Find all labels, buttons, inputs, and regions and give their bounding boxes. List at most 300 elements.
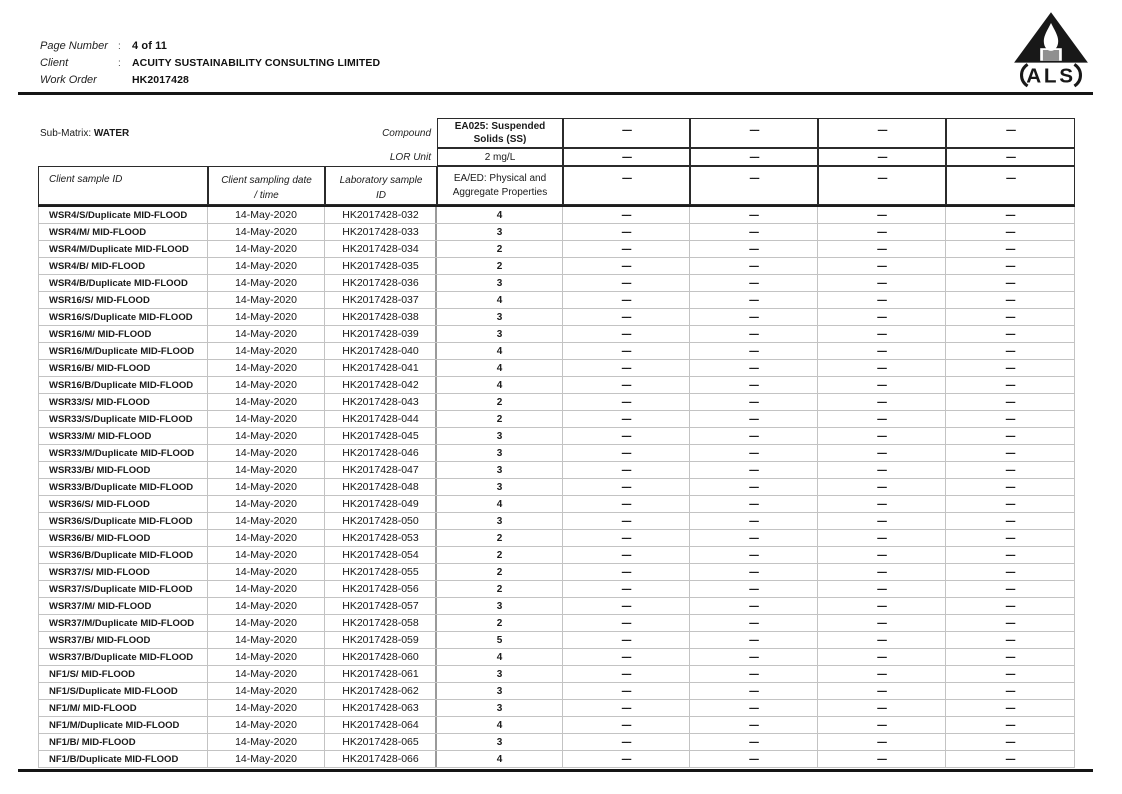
no-result-cell: ---- [946, 241, 1075, 257]
sampling-date-cell: 14-May-2020 [208, 564, 325, 580]
analyte-lor-unit: 2 mg/L [437, 148, 563, 166]
sampling-date-cell: 14-May-2020 [208, 258, 325, 274]
client-sample-id-cell: NF1/S/Duplicate MID-FLOOD [39, 683, 208, 699]
sampling-date-cell: 14-May-2020 [208, 496, 325, 512]
empty-method-header-2 [690, 166, 818, 205]
client-sample-id-cell: WSR16/M/Duplicate MID-FLOOD [39, 343, 208, 359]
no-result-cell: ---- [946, 530, 1075, 546]
table-row [39, 530, 1075, 547]
no-result-cell: ---- [690, 292, 818, 308]
lab-sample-id-cell: HK2017428-041 [325, 360, 437, 376]
suspended-solids-value-cell: 4 [435, 343, 563, 359]
client-sample-id-cell: WSR33/M/ MID-FLOOD [39, 428, 208, 444]
lab-sample-id-cell: HK2017428-039 [325, 326, 437, 342]
no-result-cell: ---- [563, 666, 690, 682]
suspended-solids-value-cell: 2 [435, 394, 563, 410]
no-result-cell: ---- [690, 547, 818, 563]
no-result-cell: ---- [690, 649, 818, 665]
no-result-marker: ---- [749, 173, 759, 184]
no-result-cell: ---- [563, 564, 690, 580]
client-sample-id-cell: WSR4/B/ MID-FLOOD [39, 258, 208, 274]
no-result-cell: ---- [818, 751, 946, 767]
no-result-cell: ---- [946, 683, 1075, 699]
no-result-cell: ---- [563, 360, 690, 376]
no-result-cell: ---- [946, 547, 1075, 563]
no-result-cell: ---- [690, 445, 818, 461]
no-result-cell: ---- [818, 462, 946, 478]
client-sample-id-cell: WSR16/M/ MID-FLOOD [39, 326, 208, 342]
table-row [39, 377, 1075, 394]
page-number-value: 4 of 11 [132, 40, 167, 52]
client-sample-id-cell: WSR16/S/Duplicate MID-FLOOD [39, 309, 208, 325]
table-row [39, 666, 1075, 683]
sub-matrix-row [38, 118, 437, 148]
no-result-cell: ---- [563, 462, 690, 478]
table-row [39, 479, 1075, 496]
sampling-date-cell: 14-May-2020 [208, 700, 325, 716]
compound-label: Compound [382, 127, 431, 139]
no-result-cell: ---- [946, 377, 1075, 393]
no-result-cell: ---- [818, 496, 946, 512]
suspended-solids-value-cell: 3 [435, 326, 563, 342]
no-result-cell: ---- [563, 258, 690, 274]
no-result-cell: ---- [946, 224, 1075, 240]
no-result-cell: ---- [690, 224, 818, 240]
empty-method-header-1 [563, 166, 690, 205]
no-result-cell: ---- [818, 411, 946, 427]
client-sample-id-cell: WSR37/S/ MID-FLOOD [39, 564, 208, 580]
no-result-cell: ---- [818, 292, 946, 308]
column-header-lab-sample-id [325, 166, 437, 205]
no-result-cell: ---- [946, 564, 1075, 580]
no-result-cell: ---- [690, 564, 818, 580]
table-row [39, 462, 1075, 479]
table-row [39, 326, 1075, 343]
table-row [39, 207, 1075, 224]
no-result-cell: ---- [690, 258, 818, 274]
lab-sample-id-cell: HK2017428-061 [325, 666, 437, 682]
no-result-cell: ---- [690, 394, 818, 410]
empty-lor-header-3 [818, 148, 946, 166]
no-result-cell: ---- [563, 581, 690, 597]
suspended-solids-value-cell: 4 [435, 377, 563, 393]
suspended-solids-value-cell: 2 [435, 530, 563, 546]
no-result-cell: ---- [818, 428, 946, 444]
client-sample-id-cell: WSR33/B/Duplicate MID-FLOOD [39, 479, 208, 495]
suspended-solids-value-cell: 4 [435, 649, 563, 665]
sampling-date-cell: 14-May-2020 [208, 683, 325, 699]
lab-sample-id-cell: HK2017428-049 [325, 496, 437, 512]
sampling-date-cell: 14-May-2020 [208, 343, 325, 359]
als-logo-graphic [1006, 10, 1096, 90]
no-result-cell: ---- [946, 649, 1075, 665]
lab-sample-id-cell: HK2017428-065 [325, 734, 437, 750]
lab-sample-id-cell: HK2017428-054 [325, 547, 437, 563]
column-header-sampling-date [208, 166, 325, 205]
no-result-cell: ---- [946, 615, 1075, 631]
lab-sample-id-cell: HK2017428-055 [325, 564, 437, 580]
sampling-date-cell: 14-May-2020 [208, 513, 325, 529]
no-result-cell: ---- [563, 241, 690, 257]
no-result-cell: ---- [946, 309, 1075, 325]
no-result-cell: ---- [946, 445, 1075, 461]
analyte-compound-header [437, 118, 563, 148]
table-row [39, 598, 1075, 615]
suspended-solids-value-cell: 3 [435, 275, 563, 291]
table-row [39, 683, 1075, 700]
empty-compound-header-3 [818, 118, 946, 148]
suspended-solids-value-cell: 5 [435, 632, 563, 648]
header-rule [18, 92, 1093, 95]
sub-matrix [40, 128, 129, 139]
table-row [39, 241, 1075, 258]
client-sample-id-cell: WSR16/S/ MID-FLOOD [39, 292, 208, 308]
table-row [39, 224, 1075, 241]
no-result-cell: ---- [690, 275, 818, 291]
suspended-solids-value-cell: 4 [435, 496, 563, 512]
no-result-cell: ---- [946, 717, 1075, 733]
sampling-date-cell: 14-May-2020 [208, 224, 325, 240]
no-result-cell: ---- [946, 513, 1075, 529]
no-result-cell: ---- [818, 513, 946, 529]
sampling-date-cell: 14-May-2020 [208, 581, 325, 597]
no-result-marker: ---- [621, 125, 632, 136]
suspended-solids-value-cell: 4 [435, 292, 563, 308]
lab-sample-id-cell: HK2017428-033 [325, 224, 437, 240]
no-result-cell: ---- [563, 734, 690, 750]
table-row [39, 445, 1075, 462]
client-sample-id-cell: WSR4/M/ MID-FLOOD [39, 224, 208, 240]
no-result-cell: ---- [563, 496, 690, 512]
logo-text: ALS [1026, 64, 1076, 88]
no-result-cell: ---- [563, 207, 690, 223]
table-row [39, 632, 1075, 649]
no-result-cell: ---- [818, 683, 946, 699]
sampling-date-cell: 14-May-2020 [208, 598, 325, 614]
suspended-solids-value-cell: 3 [435, 700, 563, 716]
lab-sample-id-cell: HK2017428-063 [325, 700, 437, 716]
lab-sample-id-cell: HK2017428-035 [325, 258, 437, 274]
page-number-colon: : [118, 41, 121, 52]
no-result-cell: ---- [563, 377, 690, 393]
no-result-cell: ---- [690, 700, 818, 716]
client-sample-id-cell: WSR36/S/ MID-FLOOD [39, 496, 208, 512]
no-result-marker: ---- [621, 173, 632, 184]
client-sample-id-cell: NF1/S/ MID-FLOOD [39, 666, 208, 682]
table-row [39, 649, 1075, 666]
empty-method-header-3 [818, 166, 946, 205]
suspended-solids-value-cell: 4 [435, 360, 563, 376]
table-row [39, 343, 1075, 360]
logo-candle-base [1043, 50, 1059, 61]
sampling-date-cell: 14-May-2020 [208, 445, 325, 461]
client-sample-id-cell: WSR33/M/Duplicate MID-FLOOD [39, 445, 208, 461]
table-row [39, 751, 1075, 768]
lor-unit-label: LOR Unit [389, 151, 431, 163]
no-result-marker: ---- [1005, 151, 1016, 163]
sampling-date-cell: 14-May-2020 [208, 479, 325, 495]
sampling-date-cell: 14-May-2020 [208, 394, 325, 410]
no-result-cell: ---- [818, 598, 946, 614]
no-result-cell: ---- [946, 292, 1075, 308]
suspended-solids-value-cell: 3 [435, 666, 563, 682]
no-result-cell: ---- [690, 377, 818, 393]
lab-sample-id-cell: HK2017428-060 [325, 649, 437, 665]
no-result-cell: ---- [690, 683, 818, 699]
no-result-marker: ---- [1005, 173, 1016, 184]
lab-sample-line2: ID [376, 190, 386, 201]
no-result-cell: ---- [690, 632, 818, 648]
table-row [39, 394, 1075, 411]
no-result-cell: ---- [818, 564, 946, 580]
no-result-cell: ---- [818, 581, 946, 597]
lab-sample-id-cell: HK2017428-064 [325, 717, 437, 733]
suspended-solids-value-cell: 3 [435, 428, 563, 444]
no-result-cell: ---- [690, 717, 818, 733]
client-sample-id-cell: WSR16/B/Duplicate MID-FLOOD [39, 377, 208, 393]
no-result-cell: ---- [818, 224, 946, 240]
no-result-cell: ---- [818, 649, 946, 665]
no-result-cell: ---- [563, 632, 690, 648]
no-result-cell: ---- [690, 360, 818, 376]
no-result-cell: ---- [690, 462, 818, 478]
empty-method-header-4 [946, 166, 1075, 205]
no-result-cell: ---- [563, 343, 690, 359]
suspended-solids-value-cell: 3 [435, 479, 563, 495]
table-row [39, 564, 1075, 581]
sampling-date-cell: 14-May-2020 [208, 632, 325, 648]
client-sample-id-cell: WSR4/M/Duplicate MID-FLOOD [39, 241, 208, 257]
client-sample-id-cell: WSR4/B/Duplicate MID-FLOOD [39, 275, 208, 291]
no-result-cell: ---- [690, 343, 818, 359]
no-result-cell: ---- [563, 292, 690, 308]
no-result-cell: ---- [690, 309, 818, 325]
lab-sample-id-cell: HK2017428-036 [325, 275, 437, 291]
analyte-method-group [437, 166, 563, 205]
table-row [39, 496, 1075, 513]
client-sample-id-cell: WSR33/S/Duplicate MID-FLOOD [39, 411, 208, 427]
no-result-cell: ---- [563, 683, 690, 699]
no-result-cell: ---- [946, 207, 1075, 223]
no-result-cell: ---- [818, 530, 946, 546]
no-result-cell: ---- [563, 513, 690, 529]
empty-lor-header-2 [690, 148, 818, 166]
no-result-cell: ---- [818, 394, 946, 410]
no-result-cell: ---- [563, 394, 690, 410]
table-row [39, 411, 1075, 428]
suspended-solids-value-cell: 2 [435, 241, 563, 257]
client-sample-id-cell: NF1/B/Duplicate MID-FLOOD [39, 751, 208, 767]
client-sample-id-cell: WSR4/S/Duplicate MID-FLOOD [39, 207, 208, 223]
table-row [39, 734, 1075, 751]
no-result-cell: ---- [563, 615, 690, 631]
sampling-date-cell: 14-May-2020 [208, 547, 325, 563]
no-result-marker: ---- [877, 173, 887, 184]
table-row [39, 717, 1075, 734]
no-result-cell: ---- [818, 360, 946, 376]
no-result-cell: ---- [563, 411, 690, 427]
suspended-solids-value-cell: 2 [435, 581, 563, 597]
no-result-cell: ---- [690, 581, 818, 597]
sampling-date-cell: 14-May-2020 [208, 462, 325, 478]
table-row [39, 700, 1075, 717]
client-sample-id-cell: NF1/M/Duplicate MID-FLOOD [39, 717, 208, 733]
lab-sample-id-cell: HK2017428-034 [325, 241, 437, 257]
lab-sample-id-cell: HK2017428-046 [325, 445, 437, 461]
empty-lor-header-1 [563, 148, 690, 166]
no-result-cell: ---- [563, 224, 690, 240]
no-result-cell: ---- [818, 479, 946, 495]
sampling-date-cell: 14-May-2020 [208, 734, 325, 750]
no-result-cell: ---- [690, 241, 818, 257]
work-order-row [40, 74, 380, 90]
sampling-date-cell: 14-May-2020 [208, 275, 325, 291]
no-result-cell: ---- [946, 581, 1075, 597]
lab-sample-id-cell: HK2017428-032 [325, 207, 437, 223]
lab-sample-id-cell: HK2017428-066 [325, 751, 437, 767]
table-row [39, 309, 1075, 326]
page-meta [40, 40, 380, 91]
lab-sample-id-cell: HK2017428-057 [325, 598, 437, 614]
client-sample-id-cell: WSR37/M/ MID-FLOOD [39, 598, 208, 614]
no-result-cell: ---- [818, 615, 946, 631]
empty-compound-header-2 [690, 118, 818, 148]
no-result-cell: ---- [818, 666, 946, 682]
no-result-cell: ---- [563, 717, 690, 733]
lab-sample-id-cell: HK2017428-050 [325, 513, 437, 529]
suspended-solids-value-cell: 2 [435, 615, 563, 631]
sampling-date-cell: 14-May-2020 [208, 615, 325, 631]
no-result-cell: ---- [946, 598, 1075, 614]
sampling-date-cell: 14-May-2020 [208, 530, 325, 546]
no-result-cell: ---- [690, 530, 818, 546]
client-sample-id-cell: WSR36/B/ MID-FLOOD [39, 530, 208, 546]
analyte-method-line2: Aggregate Properties [452, 187, 548, 198]
table-row [39, 292, 1075, 309]
table-row [39, 275, 1075, 292]
sampling-date-line1: Client sampling date [221, 175, 312, 186]
client-label: Client [40, 57, 69, 69]
no-result-cell: ---- [946, 632, 1075, 648]
table-row [39, 258, 1075, 275]
column-header-client-sample-id: Client sample ID [38, 166, 208, 205]
suspended-solids-value-cell: 3 [435, 734, 563, 750]
no-result-cell: ---- [818, 258, 946, 274]
suspended-solids-value-cell: 4 [435, 717, 563, 733]
empty-lor-header-4 [946, 148, 1075, 166]
suspended-solids-value-cell: 3 [435, 598, 563, 614]
sampling-date-cell: 14-May-2020 [208, 292, 325, 308]
no-result-cell: ---- [690, 666, 818, 682]
client-sample-id-cell: WSR37/M/Duplicate MID-FLOOD [39, 615, 208, 631]
no-result-cell: ---- [563, 275, 690, 291]
lab-sample-id-cell: HK2017428-047 [325, 462, 437, 478]
no-result-cell: ---- [690, 326, 818, 342]
lab-sample-id-cell: HK2017428-048 [325, 479, 437, 495]
no-result-cell: ---- [946, 700, 1075, 716]
sampling-date-cell: 14-May-2020 [208, 309, 325, 325]
results-table [38, 118, 1075, 768]
suspended-solids-value-cell: 4 [435, 207, 563, 223]
no-result-cell: ---- [818, 700, 946, 716]
no-result-cell: ---- [818, 309, 946, 325]
no-result-cell: ---- [690, 513, 818, 529]
client-sample-id-cell: WSR33/S/ MID-FLOOD [39, 394, 208, 410]
no-result-cell: ---- [563, 547, 690, 563]
sub-matrix-label: Sub-Matrix: [40, 127, 92, 139]
analyte-compound-line2: Solids (SS) [473, 134, 527, 145]
results-table-header [38, 118, 1075, 207]
client-sample-id-cell: WSR36/B/Duplicate MID-FLOOD [39, 547, 208, 563]
lab-sample-id-cell: HK2017428-053 [325, 530, 437, 546]
client-sample-id-cell: WSR16/B/ MID-FLOOD [39, 360, 208, 376]
no-result-marker: ---- [877, 151, 887, 163]
no-result-cell: ---- [946, 428, 1075, 444]
sampling-date-cell: 14-May-2020 [208, 751, 325, 767]
no-result-cell: ---- [946, 462, 1075, 478]
suspended-solids-value-cell: 2 [435, 411, 563, 427]
no-result-cell: ---- [946, 258, 1075, 274]
client-sample-id-cell: WSR37/B/Duplicate MID-FLOOD [39, 649, 208, 665]
no-result-cell: ---- [818, 241, 946, 257]
footer-rule [18, 769, 1093, 772]
no-result-cell: ---- [563, 479, 690, 495]
page-number-row [40, 40, 380, 56]
no-result-cell: ---- [563, 751, 690, 767]
client-sample-id-cell: NF1/M/ MID-FLOOD [39, 700, 208, 716]
no-result-cell: ---- [818, 275, 946, 291]
no-result-cell: ---- [818, 326, 946, 342]
no-result-cell: ---- [563, 649, 690, 665]
sampling-date-cell: 14-May-2020 [208, 428, 325, 444]
client-colon: : [118, 58, 121, 69]
suspended-solids-value-cell: 3 [435, 513, 563, 529]
no-result-cell: ---- [690, 734, 818, 750]
no-result-cell: ---- [563, 428, 690, 444]
client-sample-id-cell: WSR33/B/ MID-FLOOD [39, 462, 208, 478]
no-result-cell: ---- [690, 615, 818, 631]
sub-matrix-value: WATER [93, 127, 130, 139]
no-result-marker: ---- [1005, 125, 1016, 136]
table-row [39, 428, 1075, 445]
suspended-solids-value-cell: 2 [435, 258, 563, 274]
no-result-cell: ---- [690, 207, 818, 223]
no-result-cell: ---- [946, 343, 1075, 359]
sampling-date-cell: 14-May-2020 [208, 411, 325, 427]
no-result-marker: ---- [621, 151, 632, 163]
sampling-date-cell: 14-May-2020 [208, 666, 325, 682]
analyte-compound-line1: EA025: Suspended [454, 121, 546, 132]
lab-sample-id-cell: HK2017428-056 [325, 581, 437, 597]
table-row [39, 513, 1075, 530]
sampling-date-cell: 14-May-2020 [208, 360, 325, 376]
lab-sample-line1: Laboratory sample [339, 175, 423, 186]
table-row [39, 360, 1075, 377]
sampling-date-cell: 14-May-2020 [208, 326, 325, 342]
sampling-date-cell: 14-May-2020 [208, 377, 325, 393]
no-result-cell: ---- [690, 751, 818, 767]
suspended-solids-value-cell: 4 [435, 751, 563, 767]
no-result-cell: ---- [818, 547, 946, 563]
no-result-cell: ---- [563, 445, 690, 461]
no-result-cell: ---- [946, 275, 1075, 291]
no-result-cell: ---- [946, 326, 1075, 342]
no-result-cell: ---- [563, 700, 690, 716]
client-sample-id-cell: WSR37/S/Duplicate MID-FLOOD [39, 581, 208, 597]
no-result-cell: ---- [818, 632, 946, 648]
page-number-label: Page Number [40, 40, 108, 52]
analyte-method-line1: EA/ED: Physical and [453, 173, 547, 184]
